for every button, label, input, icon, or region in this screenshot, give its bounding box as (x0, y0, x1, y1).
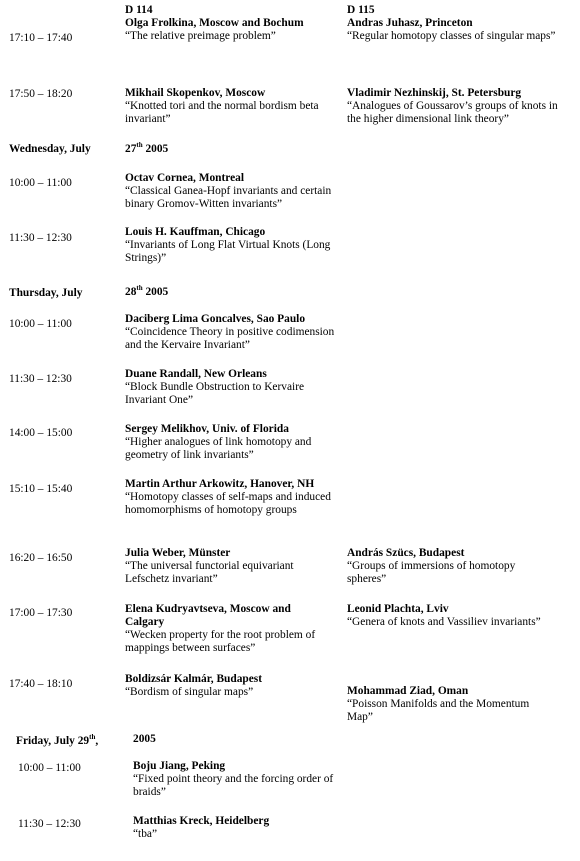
talk-speaker: Duane Randall, New Orleans (125, 368, 267, 380)
talk-entry (125, 313, 340, 352)
slot-time: 16:20 – 16:50 (9, 552, 73, 564)
day-heading: Thursday, July (9, 287, 83, 299)
slot-time: 14:00 – 15:00 (9, 427, 73, 439)
talk-speaker: András Szücs, Budapest (347, 547, 465, 559)
slot-time: 11:30 – 12:30 (9, 232, 72, 244)
slot-time: 17:10 – 17:40 (9, 32, 73, 44)
talk-speaker: Olga Frolkina, Moscow and Bochum (125, 17, 304, 29)
day-date: 28th 2005 (125, 284, 169, 298)
talk-speaker: Mohammad Ziad, Oman (347, 685, 469, 697)
talk-title: “Knotted tori and the normal bordism beta invariant” (125, 100, 319, 125)
slot-time: 17:50 – 18:20 (9, 88, 73, 100)
room-header-right: D 115 (347, 4, 375, 16)
talk-speaker: Martin Arthur Arkowitz, Hanover, NH (125, 478, 315, 490)
slot-time: 10:00 – 11:00 (9, 177, 72, 189)
talk-speaker: Leonid Plachta, Lviv (347, 603, 449, 615)
talk-entry (347, 603, 573, 629)
talk-entry (125, 368, 340, 407)
talk-title: “Groups of immersions of homotopy spheres” (347, 560, 516, 585)
talk-speaker: Louis H. Kauffman, Chicago (125, 226, 266, 238)
day-heading: Wednesday, July (9, 143, 91, 155)
talk-title: “Block Bundle Obstruction to Kervaire Invariant One” (125, 381, 305, 406)
talk-title: “Higher analogues of link homotopy and geometry of link invariants” (125, 436, 312, 461)
slot-time: 11:30 – 12:30 (9, 373, 72, 385)
talk-entry (125, 547, 340, 586)
talk-title: “tba” (133, 828, 158, 840)
talk-title: “Bordism of singular maps” (125, 686, 254, 698)
talk-entry (125, 87, 340, 126)
talk-speaker: Boju Jiang, Peking (133, 760, 226, 772)
talk-speaker: Daciberg Lima Goncalves, Sao Paulo (125, 313, 306, 325)
talk-title: “Regular homotopy classes of singular maps” (347, 30, 556, 42)
room-header-left: D 114 (125, 4, 153, 16)
talk-entry (125, 172, 340, 211)
slot-time: 11:30 – 12:30 (18, 818, 81, 830)
talk-title: “Analogues of Goussarov’s groups of knots in the higher dimensional link theory” (347, 100, 558, 125)
day-date: 2005 (133, 733, 156, 745)
talk-speaker: Sergey Melikhov, Univ. of Florida (125, 423, 289, 435)
talk-speaker: Vladimir Nezhinskij, St. Petersburg (347, 87, 522, 99)
slot-time: 17:40 – 18:10 (9, 678, 73, 690)
talk-entry (347, 17, 573, 43)
slot-time: 17:00 – 17:30 (9, 607, 73, 619)
slot-time: 10:00 – 11:00 (9, 318, 72, 330)
talk-speaker: Andras Juhasz, Princeton (347, 17, 473, 29)
slot-time: 10:00 – 11:00 (18, 762, 81, 774)
talk-title: “Invariants of Long Flat Virtual Knots (Long Strings)” (125, 239, 331, 264)
talk-entry (133, 760, 348, 799)
talk-title: “Poisson Manifolds and the Momentum Map” (347, 698, 530, 723)
talk-speaker: Elena Kudryavtseva, Moscow and Calgary (125, 603, 291, 628)
talk-entry (347, 87, 573, 126)
talk-speaker: Boldizsár Kalmár, Budapest (125, 673, 263, 685)
talk-entry (125, 226, 340, 265)
talk-entry (125, 423, 340, 462)
talk-title: “Fixed point theory and the forcing order of braids” (133, 773, 334, 798)
talk-title: “Wecken property for the root problem of mappings between surfaces” (125, 629, 316, 654)
talk-title: “The universal functorial equivariant Lefschetz invariant” (125, 560, 294, 585)
talk-entry (125, 17, 340, 43)
talk-entry (125, 603, 325, 655)
talk-entry (125, 673, 340, 699)
slot-time: 15:10 – 15:40 (9, 483, 73, 495)
talk-title: “The relative preimage problem” (125, 30, 276, 42)
talk-title: “Genera of knots and Vassiliev invariants” (347, 616, 541, 628)
talk-title: “Coincidence Theory in positive codimension and the Kervaire Invariant” (125, 326, 335, 351)
talk-entry (133, 815, 348, 841)
day-heading: Friday, July 29th, (16, 733, 99, 747)
talk-speaker: Julia Weber, Münster (125, 547, 231, 559)
talk-speaker: Mikhail Skopenkov, Moscow (125, 87, 266, 99)
talk-speaker: Matthias Kreck, Heidelberg (133, 815, 270, 827)
day-date: 27th 2005 (125, 141, 169, 155)
talk-title: “Homotopy classes of self-maps and induced homomorphisms of homotopy groups (125, 491, 331, 516)
talk-entry (347, 685, 552, 724)
talk-speaker: Octav Cornea, Montreal (125, 172, 245, 184)
talk-entry (347, 547, 527, 586)
talk-title: “Classical Ganea-Hopf invariants and certain binary Gromov-Witten invariants” (125, 185, 332, 210)
talk-entry (125, 478, 345, 517)
